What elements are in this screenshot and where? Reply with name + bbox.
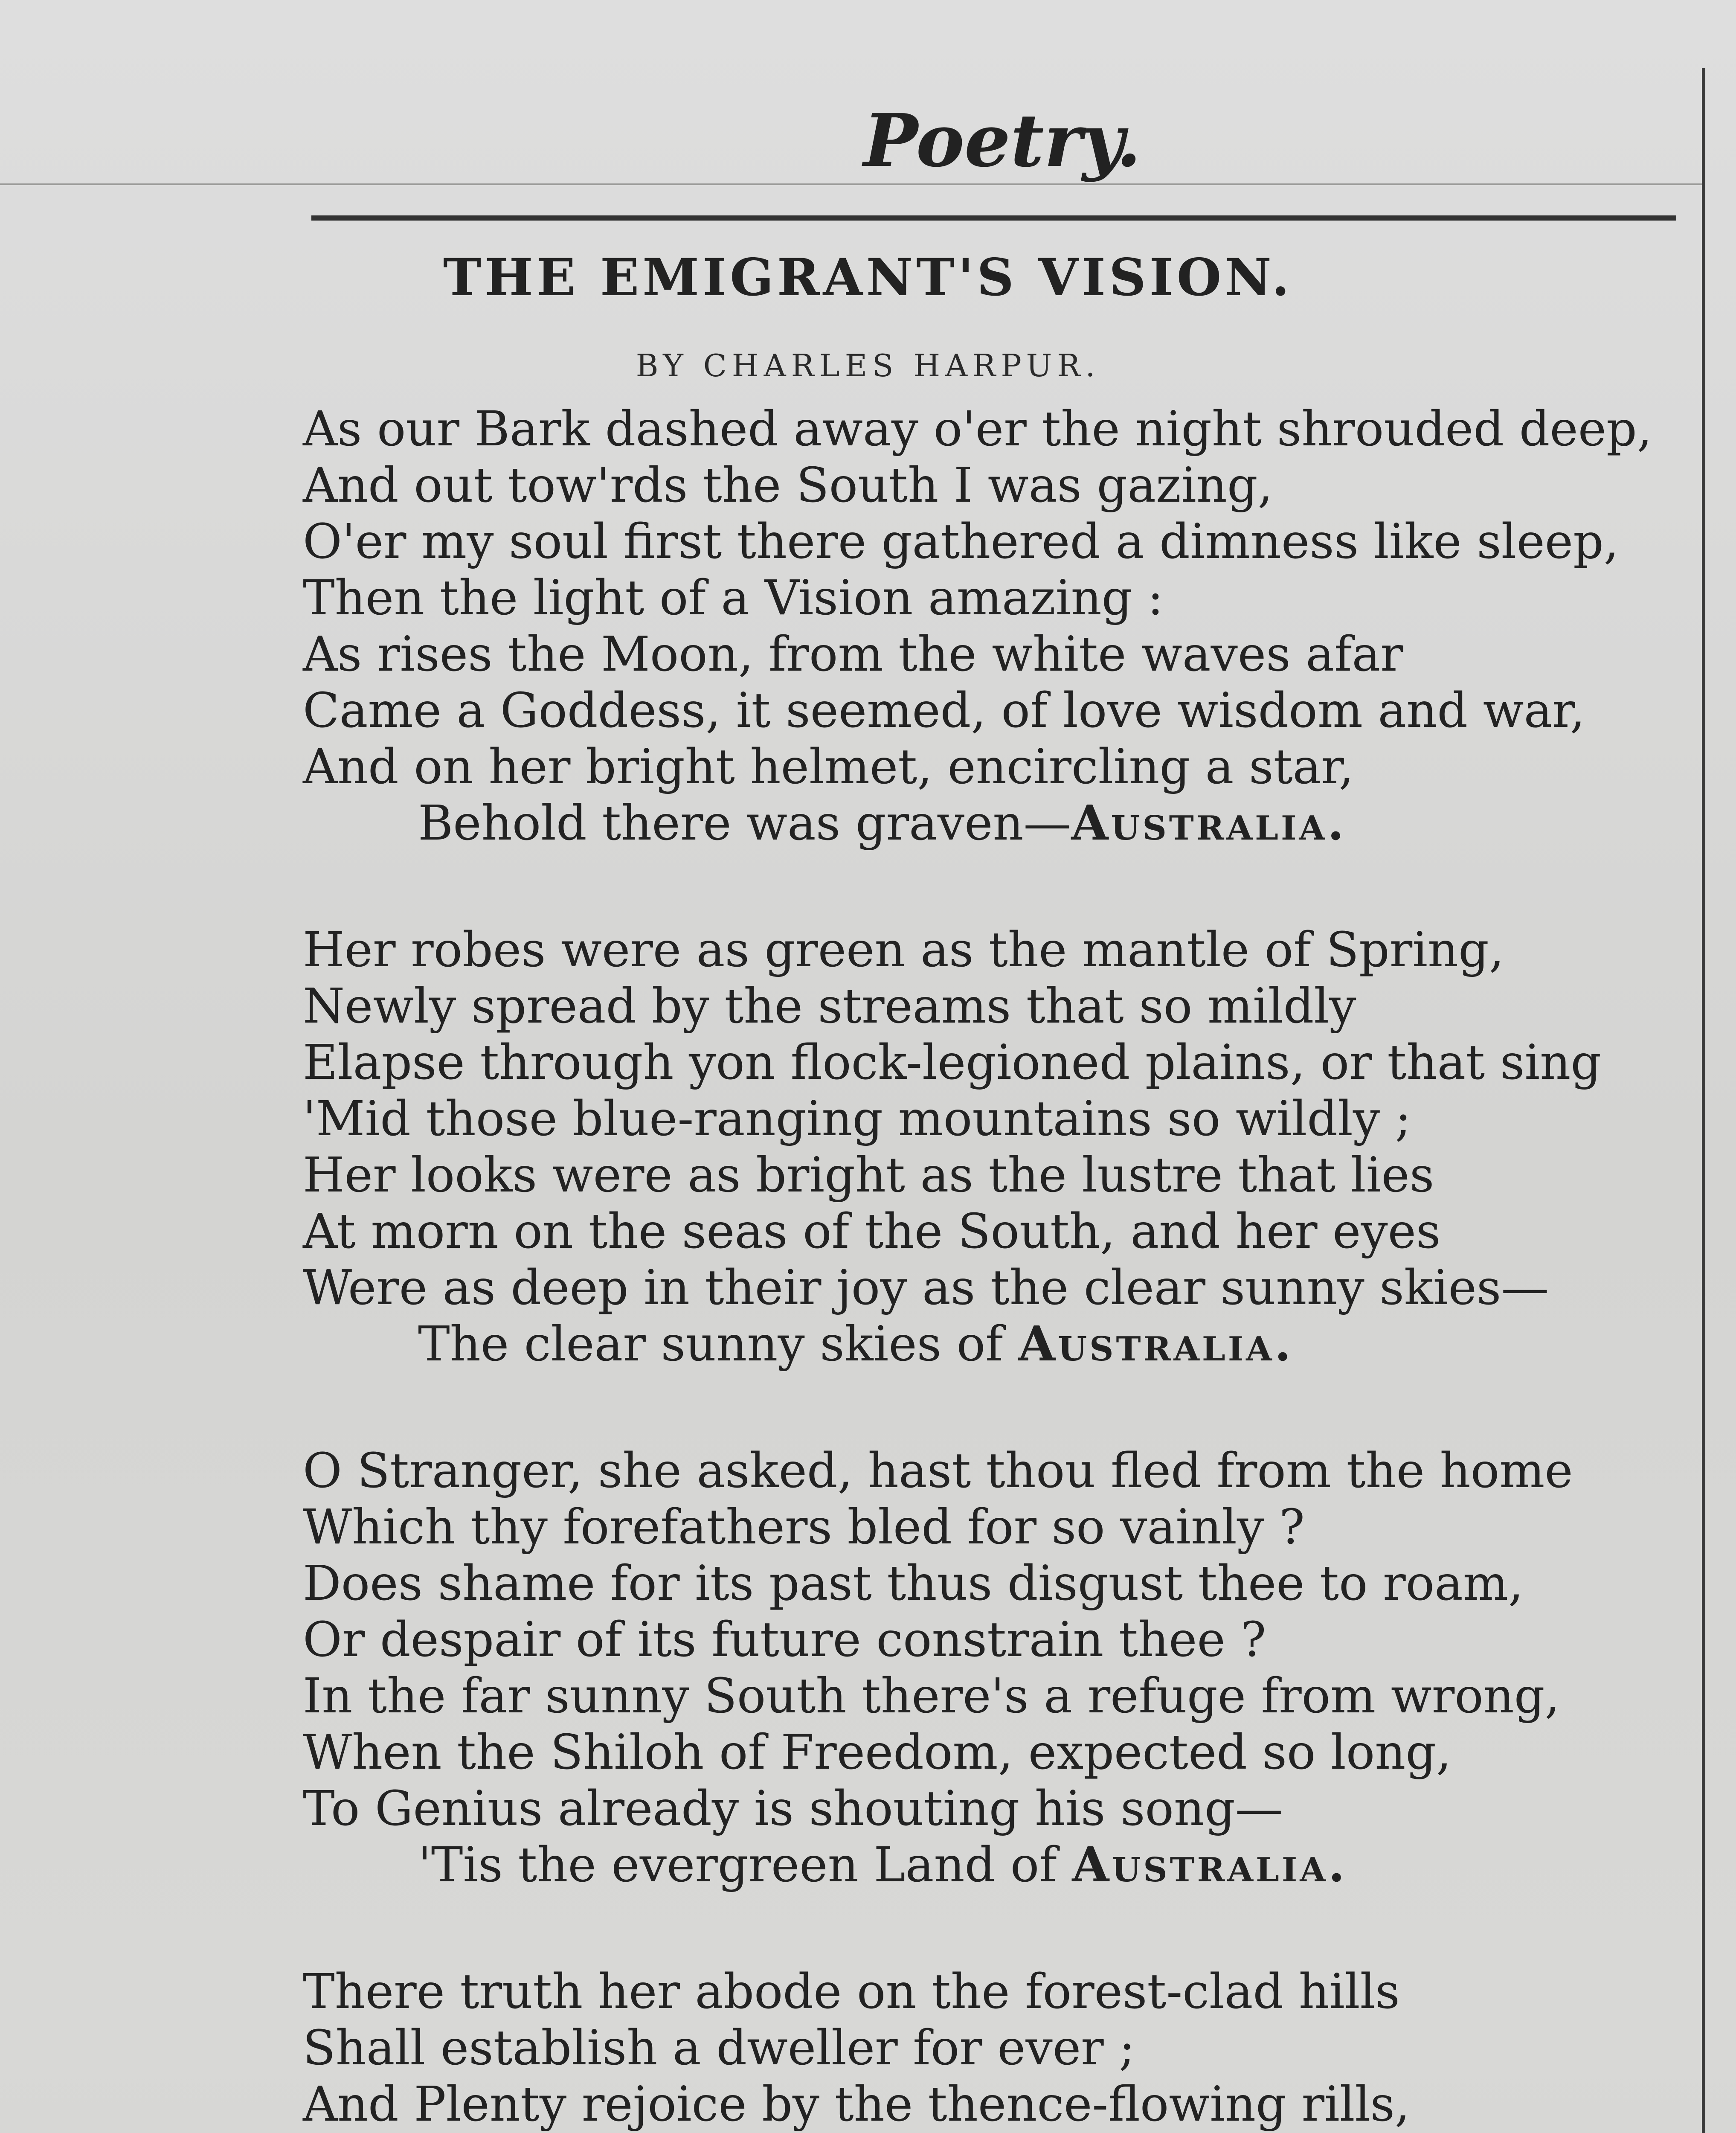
poem-line: Were as deep in their joy as the clear sunny skies— — [303, 1260, 1549, 1316]
poem-line: At morn on the seas of the South, and her eyes — [303, 1204, 1441, 1259]
poem-line: Or despair of its future constrain thee ? — [303, 1612, 1266, 1668]
poem-line: Elapse through yon flock-legioned plains, or that sing — [303, 1035, 1602, 1090]
poem-line: O Stranger, she asked, hast thou fled from the home — [303, 1443, 1573, 1499]
refrain-australia: Australia. — [1071, 795, 1347, 851]
poem-byline: BY CHARLES HARPUR. — [636, 348, 1100, 384]
poem-line: As our Bark dashed away o'er the night shrouded deep, — [303, 401, 1652, 457]
poem-line: And Plenty rejoice by the thence-flowing rills, — [303, 2077, 1410, 2132]
refrain-lead: Behold there was graven— — [418, 796, 1071, 851]
refrain-lead: The clear sunny skies of — [418, 1316, 1019, 1372]
poem-line: And on her bright helmet, encircling a star, — [303, 739, 1354, 795]
poem-line: As rises the Moon, from the white waves afar — [303, 627, 1403, 682]
refrain-line — [303, 1837, 1723, 1893]
poem-title: THE EMIGRANT'S VISION. — [443, 247, 1293, 308]
poem-line: There truth her abode on the forest-clad hills — [303, 1964, 1400, 2020]
refrain-line — [303, 795, 1723, 851]
stanza-3 — [303, 1443, 1723, 1893]
heading-rule — [311, 215, 1676, 221]
stanza-2 — [303, 922, 1723, 1372]
poem-line: Shall establish a dweller for ever ; — [303, 2020, 1135, 2076]
poem-line: To Genius already is shouting his song— — [303, 1781, 1283, 1837]
poem-line: Her looks were as bright as the lustre that lies — [303, 1148, 1434, 1203]
poem-line: Newly spread by the streams that so mildly — [303, 979, 1356, 1034]
poem-line: O'er my soul first there gathered a dimness like sleep, — [303, 514, 1619, 570]
refrain-lead: 'Tis the evergreen Land of — [418, 1837, 1072, 1893]
refrain-australia: Australia. — [1018, 1316, 1294, 1372]
poem-body — [303, 401, 1723, 2133]
poem-line: Her robes were as green as the mantle of Spring, — [303, 922, 1504, 978]
poem-line: When the Shiloh of Freedom, expected so long, — [303, 1725, 1452, 1780]
poem-line: Which thy forefathers bled for so vainly ? — [303, 1499, 1305, 1555]
stanza-4 — [303, 1964, 1723, 2133]
stanza-1 — [303, 401, 1723, 851]
section-heading: Poetry. — [863, 98, 1141, 183]
poem-line: 'Mid those blue-ranging mountains so wildly ; — [303, 1091, 1411, 1147]
refrain-australia: Australia. — [1072, 1837, 1347, 1893]
poem-line: And out tow'rds the South I was gazing, — [303, 458, 1273, 513]
poem-line: Came a Goddess, it seemed, of love wisdom and war, — [303, 683, 1585, 738]
poem-line: Then the light of a Vision amazing : — [303, 570, 1164, 626]
poem-line: In the far sunny South there's a refuge from wrong, — [303, 1668, 1560, 1724]
poem-line: Does shame for its past thus disgust thee to roam, — [303, 1556, 1524, 1611]
refrain-line — [303, 1316, 1723, 1372]
